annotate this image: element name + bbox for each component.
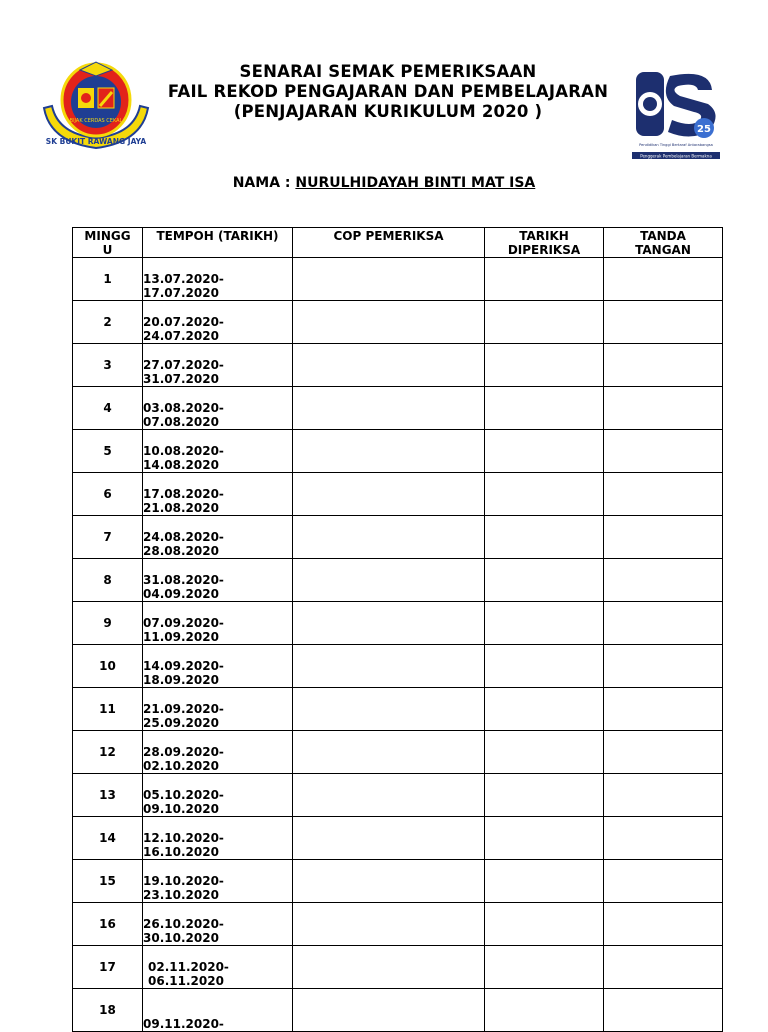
table-row bbox=[73, 516, 723, 559]
week-number: 3 bbox=[73, 344, 143, 387]
date-end: 21.08.2020 bbox=[143, 501, 219, 515]
date-start: 31.08.2020- bbox=[143, 573, 224, 587]
cop-pemeriksa-cell[interactable] bbox=[293, 344, 485, 387]
checklist-table bbox=[72, 227, 723, 1032]
tanda-tangan-cell[interactable] bbox=[604, 817, 723, 860]
cop-pemeriksa-cell[interactable] bbox=[293, 645, 485, 688]
table-row bbox=[73, 473, 723, 516]
cop-pemeriksa-cell[interactable] bbox=[293, 860, 485, 903]
table-row bbox=[73, 430, 723, 473]
table-header-row bbox=[73, 228, 723, 258]
tanda-tangan-cell[interactable] bbox=[604, 903, 723, 946]
tarikh-diperiksa-cell[interactable] bbox=[485, 430, 604, 473]
tanda-tangan-cell[interactable] bbox=[604, 731, 723, 774]
date-end: 24.07.2020 bbox=[143, 329, 219, 343]
week-number: 10 bbox=[73, 645, 143, 688]
header-tempoh: TEMPOH (TARIKH) bbox=[143, 228, 293, 258]
week-number: 8 bbox=[73, 559, 143, 602]
school-crest-logo bbox=[40, 56, 152, 156]
date-range bbox=[143, 473, 293, 516]
date-range bbox=[143, 602, 293, 645]
date-end: 09.10.2020 bbox=[143, 802, 219, 816]
week-number: 14 bbox=[73, 817, 143, 860]
header-tanda-tangan: TANDA TANGAN bbox=[604, 228, 723, 258]
tarikh-diperiksa-cell[interactable] bbox=[485, 946, 604, 989]
tanda-tangan-cell[interactable] bbox=[604, 301, 723, 344]
date-end: 23.10.2020 bbox=[143, 888, 219, 902]
tarikh-diperiksa-cell[interactable] bbox=[485, 559, 604, 602]
tanda-tangan-cell[interactable] bbox=[604, 258, 723, 301]
tanda-tangan-cell[interactable] bbox=[604, 387, 723, 430]
tarikh-diperiksa-cell[interactable] bbox=[485, 301, 604, 344]
date-start: 28.09.2020- bbox=[143, 745, 224, 759]
crest-ribbon-text: SK BUKIT RAWANG JAYA bbox=[45, 137, 147, 146]
tanda-tangan-cell[interactable] bbox=[604, 559, 723, 602]
date-range bbox=[143, 860, 293, 903]
tanda-tangan-cell[interactable] bbox=[604, 946, 723, 989]
date-start: 20.07.2020- bbox=[143, 315, 224, 329]
week-number: 1 bbox=[73, 258, 143, 301]
week-number: 2 bbox=[73, 301, 143, 344]
date-end: 14.08.2020 bbox=[143, 458, 219, 472]
tarikh-diperiksa-cell[interactable] bbox=[485, 516, 604, 559]
date-range bbox=[143, 430, 293, 473]
tarikh-diperiksa-cell[interactable] bbox=[485, 258, 604, 301]
table-row bbox=[73, 774, 723, 817]
week-number: 11 bbox=[73, 688, 143, 731]
week-number: 4 bbox=[73, 387, 143, 430]
tarikh-diperiksa-cell[interactable] bbox=[485, 688, 604, 731]
date-range bbox=[143, 731, 293, 774]
table-body bbox=[73, 258, 723, 1032]
tarikh-diperiksa-cell[interactable] bbox=[485, 387, 604, 430]
title-line-2: FAIL REKOD PENGAJARAN DAN PEMBELAJARAN bbox=[167, 82, 609, 101]
table-row bbox=[73, 989, 723, 1032]
date-start: 14.09.2020- bbox=[143, 659, 224, 673]
date-start: 19.10.2020- bbox=[143, 874, 224, 888]
tarikh-diperiksa-cell[interactable] bbox=[485, 860, 604, 903]
tanda-tangan-cell[interactable] bbox=[604, 688, 723, 731]
name-label: NAMA : bbox=[232, 175, 291, 191]
header-tarikh-diperiksa: TARIKH DIPERIKSA bbox=[485, 228, 604, 258]
date-end: 18.09.2020 bbox=[143, 673, 219, 687]
logo-caption-top: Pendidikan Tinggi Bertaraf Antarabangsa bbox=[639, 143, 713, 147]
date-range bbox=[143, 903, 293, 946]
table-row bbox=[73, 688, 723, 731]
date-range bbox=[143, 344, 293, 387]
table-row bbox=[73, 817, 723, 860]
date-end: 11.09.2020 bbox=[143, 630, 219, 644]
header-minggu: MINGG U bbox=[73, 228, 143, 258]
cop-pemeriksa-cell[interactable] bbox=[293, 731, 485, 774]
date-range bbox=[143, 817, 293, 860]
table-row bbox=[73, 946, 723, 989]
tarikh-diperiksa-cell[interactable] bbox=[485, 645, 604, 688]
date-range bbox=[143, 559, 293, 602]
tarikh-diperiksa-cell[interactable] bbox=[485, 774, 604, 817]
cop-pemeriksa-cell[interactable] bbox=[293, 688, 485, 731]
tanda-tangan-cell[interactable] bbox=[604, 473, 723, 516]
date-end: 17.07.2020 bbox=[143, 286, 219, 300]
date-range bbox=[143, 688, 293, 731]
date-start: 17.08.2020- bbox=[143, 487, 224, 501]
date-start: 13.07.2020- bbox=[143, 272, 224, 286]
cop-pemeriksa-cell[interactable] bbox=[293, 473, 485, 516]
date-range bbox=[143, 258, 293, 301]
date-range bbox=[143, 946, 293, 989]
tarikh-diperiksa-cell[interactable] bbox=[485, 903, 604, 946]
date-end: 06.11.2020 bbox=[148, 974, 224, 988]
date-start: 12.10.2020- bbox=[143, 831, 224, 845]
week-number: 7 bbox=[73, 516, 143, 559]
cop-pemeriksa-cell[interactable] bbox=[293, 301, 485, 344]
table-row bbox=[73, 344, 723, 387]
logo-number: 25 bbox=[697, 124, 711, 135]
tanda-tangan-cell[interactable] bbox=[604, 430, 723, 473]
document-title bbox=[140, 62, 636, 122]
table-row bbox=[73, 645, 723, 688]
date-start: 27.07.2020- bbox=[143, 358, 224, 372]
cop-pemeriksa-cell[interactable] bbox=[293, 559, 485, 602]
week-number: 13 bbox=[73, 774, 143, 817]
table-row bbox=[73, 602, 723, 645]
date-start: 10.08.2020- bbox=[143, 444, 224, 458]
table-row bbox=[73, 731, 723, 774]
header-cop-pemeriksa: COP PEMERIKSA bbox=[293, 228, 485, 258]
date-start: 05.10.2020- bbox=[143, 788, 224, 802]
cop-pemeriksa-cell[interactable] bbox=[293, 817, 485, 860]
cop-pemeriksa-cell[interactable] bbox=[293, 258, 485, 301]
table-row bbox=[73, 301, 723, 344]
tarikh-diperiksa-cell[interactable] bbox=[485, 989, 604, 1032]
date-range bbox=[143, 516, 293, 559]
title-line-1: SENARAI SEMAK PEMERIKSAAN bbox=[239, 62, 537, 81]
tarikh-diperiksa-cell[interactable] bbox=[485, 817, 604, 860]
table-row bbox=[73, 860, 723, 903]
crest-motto: BIJAK CERDAS CEKAL bbox=[69, 118, 123, 124]
table-row bbox=[73, 559, 723, 602]
week-number: 6 bbox=[73, 473, 143, 516]
date-range bbox=[143, 774, 293, 817]
date-end: 07.08.2020 bbox=[143, 415, 219, 429]
tanda-tangan-cell[interactable] bbox=[604, 645, 723, 688]
name-value: NURULHIDAYAH BINTI MAT ISA bbox=[295, 175, 536, 191]
cop-pemeriksa-cell[interactable] bbox=[293, 989, 485, 1032]
date-range bbox=[143, 301, 293, 344]
date-start: 07.09.2020- bbox=[143, 616, 224, 630]
date-start: 09.11.2020- bbox=[143, 1017, 224, 1031]
date-start: 21.09.2020- bbox=[143, 702, 224, 716]
cop-pemeriksa-cell[interactable] bbox=[293, 430, 485, 473]
date-end: 04.09.2020 bbox=[143, 587, 219, 601]
date-end: 25.09.2020 bbox=[143, 716, 219, 730]
date-start: 03.08.2020- bbox=[143, 401, 224, 415]
date-start: 02.11.2020- bbox=[148, 960, 229, 974]
date-end: 02.10.2020 bbox=[143, 759, 219, 773]
tarikh-diperiksa-cell[interactable] bbox=[485, 602, 604, 645]
cop-pemeriksa-cell[interactable] bbox=[293, 516, 485, 559]
date-start: 26.10.2020- bbox=[143, 917, 224, 931]
week-number: 12 bbox=[73, 731, 143, 774]
tarikh-diperiksa-cell[interactable] bbox=[485, 344, 604, 387]
name-line bbox=[0, 175, 768, 191]
ministry-25-logo bbox=[630, 68, 722, 162]
date-end: 28.08.2020 bbox=[143, 544, 219, 558]
table-row bbox=[73, 903, 723, 946]
title-line-3: (PENJAJARAN KURIKULUM 2020 ) bbox=[233, 102, 543, 121]
week-number: 5 bbox=[73, 430, 143, 473]
date-start: 24.08.2020- bbox=[143, 530, 224, 544]
tanda-tangan-cell[interactable] bbox=[604, 860, 723, 903]
week-number: 17 bbox=[73, 946, 143, 989]
date-range bbox=[143, 645, 293, 688]
tarikh-diperiksa-cell[interactable] bbox=[485, 473, 604, 516]
cop-pemeriksa-cell[interactable] bbox=[293, 946, 485, 989]
date-range bbox=[143, 989, 293, 1032]
week-number: 16 bbox=[73, 903, 143, 946]
tanda-tangan-cell[interactable] bbox=[604, 516, 723, 559]
table-row bbox=[73, 258, 723, 301]
cop-pemeriksa-cell[interactable] bbox=[293, 602, 485, 645]
tanda-tangan-cell[interactable] bbox=[604, 989, 723, 1032]
date-end: 31.07.2020 bbox=[143, 372, 219, 386]
cop-pemeriksa-cell[interactable] bbox=[293, 387, 485, 430]
date-end: 30.10.2020 bbox=[143, 931, 219, 945]
date-range bbox=[143, 387, 293, 430]
week-number: 9 bbox=[73, 602, 143, 645]
week-number: 18 bbox=[73, 989, 143, 1032]
tarikh-diperiksa-cell[interactable] bbox=[485, 731, 604, 774]
cop-pemeriksa-cell[interactable] bbox=[293, 774, 485, 817]
tanda-tangan-cell[interactable] bbox=[604, 602, 723, 645]
tanda-tangan-cell[interactable] bbox=[604, 774, 723, 817]
table-row bbox=[73, 387, 723, 430]
logo-caption-bottom: Penggerak Pembelajaran Bermakna bbox=[640, 153, 712, 159]
week-number: 15 bbox=[73, 860, 143, 903]
cop-pemeriksa-cell[interactable] bbox=[293, 903, 485, 946]
date-end: 16.10.2020 bbox=[143, 845, 219, 859]
tanda-tangan-cell[interactable] bbox=[604, 344, 723, 387]
